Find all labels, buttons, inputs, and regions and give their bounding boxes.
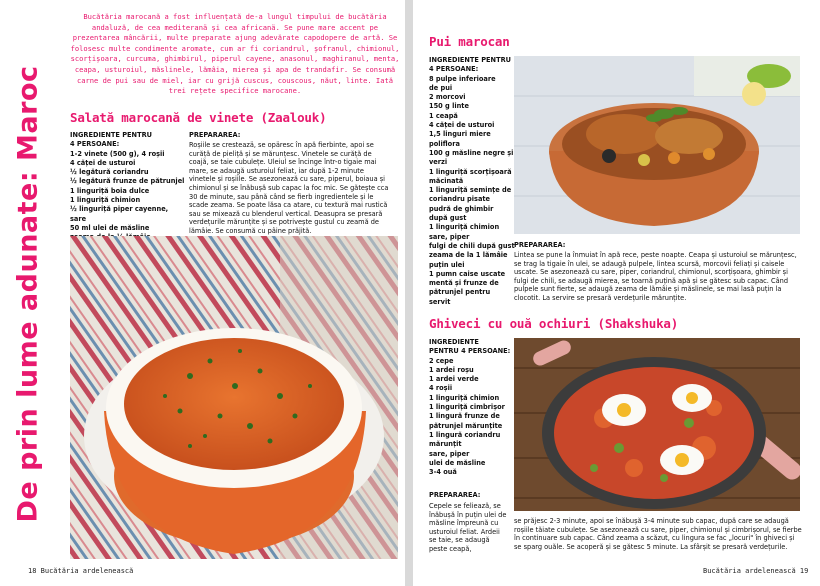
chicken-photo xyxy=(514,56,800,234)
ingredient-item: puțin ulei xyxy=(429,260,465,269)
recipe-title-shakshuka: Ghiveci cu ouă ochiuri (Shakshuka) xyxy=(429,316,679,331)
prep-text-shakshuka-left: Cepele se feliează, se înăbușă în puțin ulei de măsline împreună cu usturoiul feliat. Ardeii se taie, se adaugă peste ceapă, xyxy=(429,502,507,553)
ingredient-item: 1 linguriță chimion xyxy=(70,196,141,205)
ingredient-item: sare, piper xyxy=(429,449,470,458)
prep-text-shakshuka-right: se prăjesc 2-3 minute, apoi se înăbușă 3-4 minute sub capac, după care se adaugă roșiile tăiate cubulețe. Se asezonează cu sare, piper, chimionul și cimbrișorul, se fierbe în continuare sub capac. Când zeama a scăzut, cu lingura se fac „locuri" în ghiveci și se sparg ouăle. Se acoperă și se gătesc 5 minute. La sfârșit se presară verdețurile. xyxy=(514,517,802,551)
ingredient-item: pudră de ghimbir xyxy=(429,204,494,213)
ingredient-item: 2 morcovi xyxy=(429,93,466,102)
page-footer-left: 18 Bucătăria ardelenească xyxy=(28,567,134,575)
prep-heading-shakshuka: PREPARAREA: xyxy=(429,491,481,499)
page-footer-right: Bucătăria ardelenească 19 xyxy=(703,567,809,575)
ingredient-item: 1 lingură coriandru xyxy=(429,430,501,439)
ingredient-item: poliflora xyxy=(429,139,460,148)
recipe-title-zaalouk: Salată marocană de vinete (Zaalouk) xyxy=(70,110,327,125)
shakshuka-illustration xyxy=(514,338,800,511)
prep-text-chicken: Lintea se pune la înmuiat în apă rece, peste noapte. Ceapa și usturoiul se mărunțesc, se trag la tigaie în ulei, se adaugă pulpele, lintea scursă, morcovii feliați și caisele uscate. Se asezonează cu sare, piper, coriandrul, chimionul, scorțișoara, ghimbir și fulgi de chili, se adaugă mierea, se toarnă puțină apă și se gătesc sub capac. Când pulpele sunt fierte, se adaugă zeama de lămâie și măslinele, se mai lasă puțin la clocotit. La servire se presară verdețurile mărunțite. xyxy=(514,251,797,302)
recipe-title-chicken: Pui marocan xyxy=(429,34,510,49)
ingredient-item: 1,5 linguri miere xyxy=(429,130,491,139)
ingredient-item: 50 ml ulei de măsline xyxy=(70,223,150,232)
ingredient-item: 100 g măsline negre și xyxy=(429,148,514,157)
ingredient-item: ½ linguriță piper cayenne, sare xyxy=(70,205,169,223)
ingredient-item: 1 linguriță semințe de xyxy=(429,186,512,195)
chicken-illustration xyxy=(514,56,800,234)
ingredients-list-shakshuka xyxy=(429,338,517,477)
ingredient-item: pătrunjel pentru xyxy=(429,288,491,297)
ingredient-item: zeama de la 1 lămâie xyxy=(429,251,508,260)
ingredient-item: 4 căței de usturoi xyxy=(429,121,495,130)
ingredient-item: 1 linguriță chimion xyxy=(429,393,500,402)
ingredient-item: mentă și frunze de xyxy=(429,279,499,288)
ingredient-item: 1 linguriță scorțișoară xyxy=(429,167,512,176)
ingredient-item: 1 lingură frunze de xyxy=(429,412,500,421)
ingredient-item: pătrunjel mărunțite xyxy=(429,421,503,430)
ingredient-item: 1 linguriță cimbrișor xyxy=(429,403,505,412)
ingredient-item: ½ legătură frunze de pătrunjel xyxy=(70,177,185,186)
ingredient-item: 1 linguriță boia dulce xyxy=(70,186,150,195)
ingredient-item: 4 roșii xyxy=(429,384,453,393)
ingredient-item: INGREDIENTE PENTRU xyxy=(70,131,152,139)
ingredient-item: 3-4 ouă xyxy=(429,468,457,477)
ingredient-item: INGREDIENTE PENTRU xyxy=(429,56,511,64)
shakshuka-photo xyxy=(514,338,800,511)
left-page xyxy=(0,0,405,586)
ingredient-item: 1 pumn caise uscate xyxy=(429,269,506,278)
ingredient-item: fulgi de chili după gust xyxy=(429,241,515,250)
ingredient-item: de pui xyxy=(429,83,453,92)
ingredient-item: coriandru pisate xyxy=(429,195,491,204)
ingredient-item: 1 ceapă xyxy=(429,111,458,120)
ingredient-item: 1 linguriță chimion xyxy=(429,223,500,232)
ingredient-item: măcinată xyxy=(429,176,464,185)
ingredients-list-chicken xyxy=(429,56,517,307)
ingredient-item: după gust xyxy=(429,214,467,223)
vertical-section-title: De prin lume adunate: Maroc xyxy=(12,65,44,523)
ingredient-item: ½ legătură coriandru xyxy=(70,168,149,177)
ingredient-item: 4 PERSOANE: xyxy=(429,65,479,74)
intro-paragraph: Bucătăria marocană a fost influențată de-a lungul timpului de bucătăria andaluză, de cea mediteranä și cea africanä. Se pune mare accent pe prezentarea mâncării, multe preparate ajung adevărate capodopere de artă. Se folosesc multe condimente aromate, cum ar fi coriandrul, șofranul, chimionul, scorțișoara, curcuma, ghimbirul, piperul cayene, anasonul, maghiranul, menta, ceapa, usturoiul, măslinele, lămâia, mierea și apa de trandafir. Se consumă carne de pui sau de miel, iar cu grijă cuscus, couscous, năut, linte. Iată trei rețete specifice marocane. xyxy=(70,12,400,96)
zaalouk-photo xyxy=(70,236,398,559)
ingredient-item: verzi xyxy=(429,158,448,167)
ingredient-item: servit xyxy=(429,297,451,306)
ingredient-item: 2 cepe xyxy=(429,356,454,365)
ingredients-list-zaalouk xyxy=(70,131,186,243)
prep-text-zaalouk: Roșiile se cresteazä, se opäresc în apă fierbinte, apoi se curăță de pieliță și se mărunțesc. Vinetele se curăță de coajă, se taie cubulețe. Uleiul se încinge într-o tigaie mai mare, se adaugă usturoiul feliat, iar după 1-2 minute vinetele și roșiile. Se asezonează cu sare, piperul, boiaua și chimionul și se înăbușă sub capac la foc mic. Se gătește cca 30 de minute, sau până când se fierb ingredientele și le scade zeama. Se poate lăsa ca atare, cu textură mai rustică sau se mixează cu blenderul vertical. Deasupra se presară verdețurile mărunțite și se potrivește gustul cu zeamă de lămâie. Se consumă cu pâine prăjită. xyxy=(189,141,389,235)
ingredient-item: 150 g linte xyxy=(429,102,469,111)
ingredient-item: ulei de măsline xyxy=(429,458,486,467)
ingredient-item: PENTRU 4 PERSOANE: xyxy=(429,347,511,356)
ingredient-item: 4 căței de usturoi xyxy=(70,158,136,167)
ingredient-item: 1 ardei roșu xyxy=(429,365,474,374)
prep-heading-zaalouk: PREPARAREA: xyxy=(189,131,241,139)
ingredient-item: 1-2 vinete (500 g), 4 roșii xyxy=(70,149,165,158)
ingredient-item: 8 pulpe inferioare xyxy=(429,74,496,83)
right-page xyxy=(413,0,820,586)
ingredient-item: 4 PERSOANE: xyxy=(70,140,120,149)
ingredient-item: sare, piper xyxy=(429,232,470,241)
zaalouk-illustration xyxy=(70,236,398,559)
ingredient-item: 1 ardei verde xyxy=(429,375,479,384)
prep-heading-chicken: PREPARAREA: xyxy=(514,241,566,249)
ingredient-item: mărunțit xyxy=(429,440,462,449)
ingredient-item: INGREDIENTE xyxy=(429,338,479,346)
